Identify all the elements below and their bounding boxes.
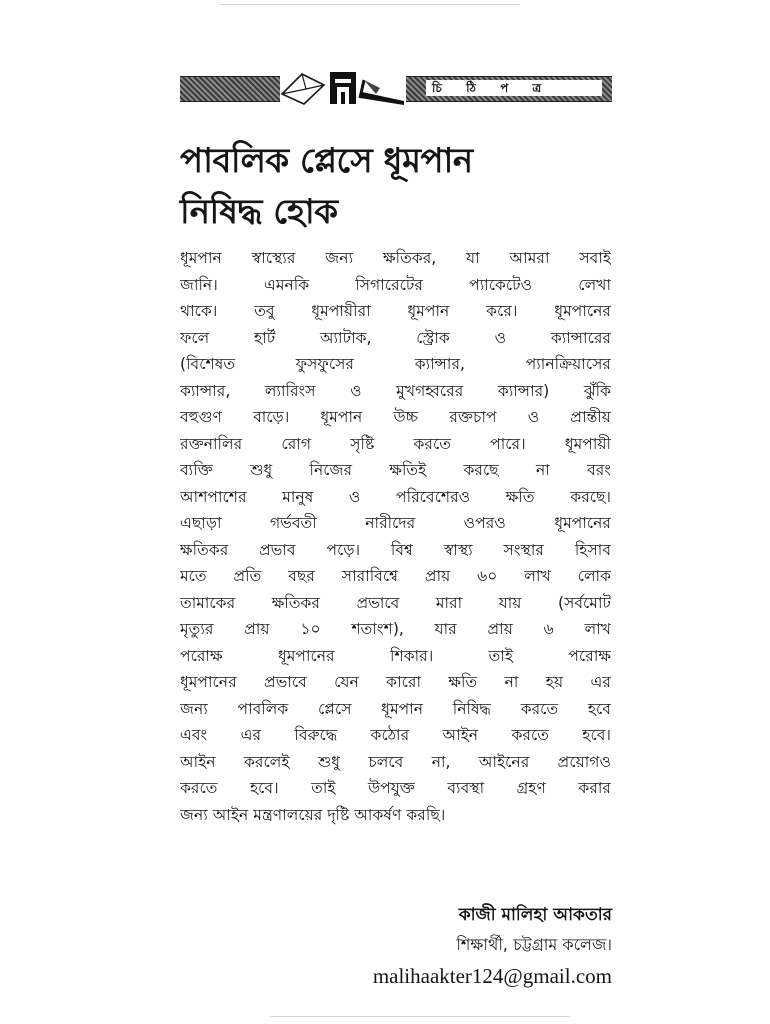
section-label: চি ঠি প ত্র — [426, 80, 602, 96]
article-body — [180, 245, 611, 828]
headline — [180, 136, 620, 238]
body-line: আইন করলেই শুধু চলবে না, আইনের প্রয়োগও — [180, 752, 611, 771]
author-institution: শিক্ষার্থী, চট্টগ্রাম কলেজ। — [456, 935, 612, 954]
body-line: তামাকের ক্ষতিকর প্রভাবে মারা যায় (সর্বমোট — [180, 593, 611, 612]
body-line: ক্ষতিকর প্রভাব পড়ে। বিশ্ব স্বাস্থ্য সংস্থার হিসাব — [180, 540, 611, 559]
author-name: কাজী মালিহা আকতার — [458, 905, 612, 925]
body-line: রক্তনালির রোগ সৃষ্টি করতে পারে। ধূমপায়ী — [180, 434, 611, 453]
headline-line: নিষিদ্ধ হোক — [180, 192, 338, 232]
body-line: পরোক্ষ ধূমপানের শিকার। তাই পরোক্ষ — [180, 646, 611, 665]
body-line: ধূমপানের প্রভাবে যেন কারো ক্ষতি না হয় এর — [180, 673, 611, 691]
signature-block — [373, 900, 612, 992]
body-line: মৃত্যুর প্রায় ১০ শতাংশ), যার প্রায় ৬ লাখ — [180, 620, 611, 638]
body-line: করতে হবে। তাই উপযুক্ত ব্যবস্থা গ্রহণ করার — [180, 779, 611, 797]
body-line: ফলে হার্ট অ্যাটাক, স্ট্রোক ও ক্যান্সারের — [180, 328, 611, 347]
pen-icon — [360, 80, 404, 105]
body-line: ক্যান্সার, ল্যারিংস ও মুখগহ্বরের ক্যান্সার) ঝুঁকি — [180, 381, 611, 400]
body-line: এছাড়া গর্ভবতী নারীদের ওপরও ধূমপানের — [180, 514, 611, 532]
header-logo — [280, 70, 406, 106]
body-line: জানি। এমনকি সিগারেটের প্যাকেটেও লেখা — [180, 275, 611, 294]
body-line: মতে প্রতি বছর সারাবিশ্বে প্রায় ৬০ লাখ লোক — [180, 567, 611, 585]
headline-line: পাবলিক প্লেসে ধূমপান — [180, 141, 473, 181]
body-line: বহুগুণ বাড়ে। ধূমপান উচ্চ রক্তচাপ ও প্রান্তীয় — [180, 408, 611, 426]
body-line: জন্য পাবলিক প্লেসে ধূমপান নিষিদ্ধ করতে হবে — [180, 699, 611, 718]
body-line: এবং এর বিরুদ্ধে কঠোর আইন করতে হবে। — [180, 726, 611, 744]
envelope-icon — [282, 74, 324, 104]
body-line: আশপাশের মানুষ ও পরিবেশেরও ক্ষতি করছে। — [180, 487, 611, 506]
body-line: (বিশেষত ফুসফুসের ক্যান্সার, প্যানক্রিয়াসের — [180, 355, 611, 373]
body-line: থাকে। তবু ধূমপায়ীরা ধূমপান করে। ধূমপানের — [180, 302, 611, 320]
house-icon — [330, 72, 356, 104]
section-header — [180, 70, 612, 106]
next-article-fragment — [270, 1016, 570, 1017]
body-line: জন্য আইন মন্ত্রণালয়ের দৃষ্টি আকর্ষণ করছি। — [180, 805, 446, 824]
body-line: ধূমপান স্বাস্থ্যের জন্য ক্ষতিকর, যা আমরা সবাই — [180, 249, 611, 267]
body-line: ব্যক্তি শুধু নিজের ক্ষতিই করছে না বরং — [180, 461, 611, 479]
author-email: malihaakter124@gmail.com — [372, 964, 612, 988]
page-top-edge — [220, 4, 520, 5]
